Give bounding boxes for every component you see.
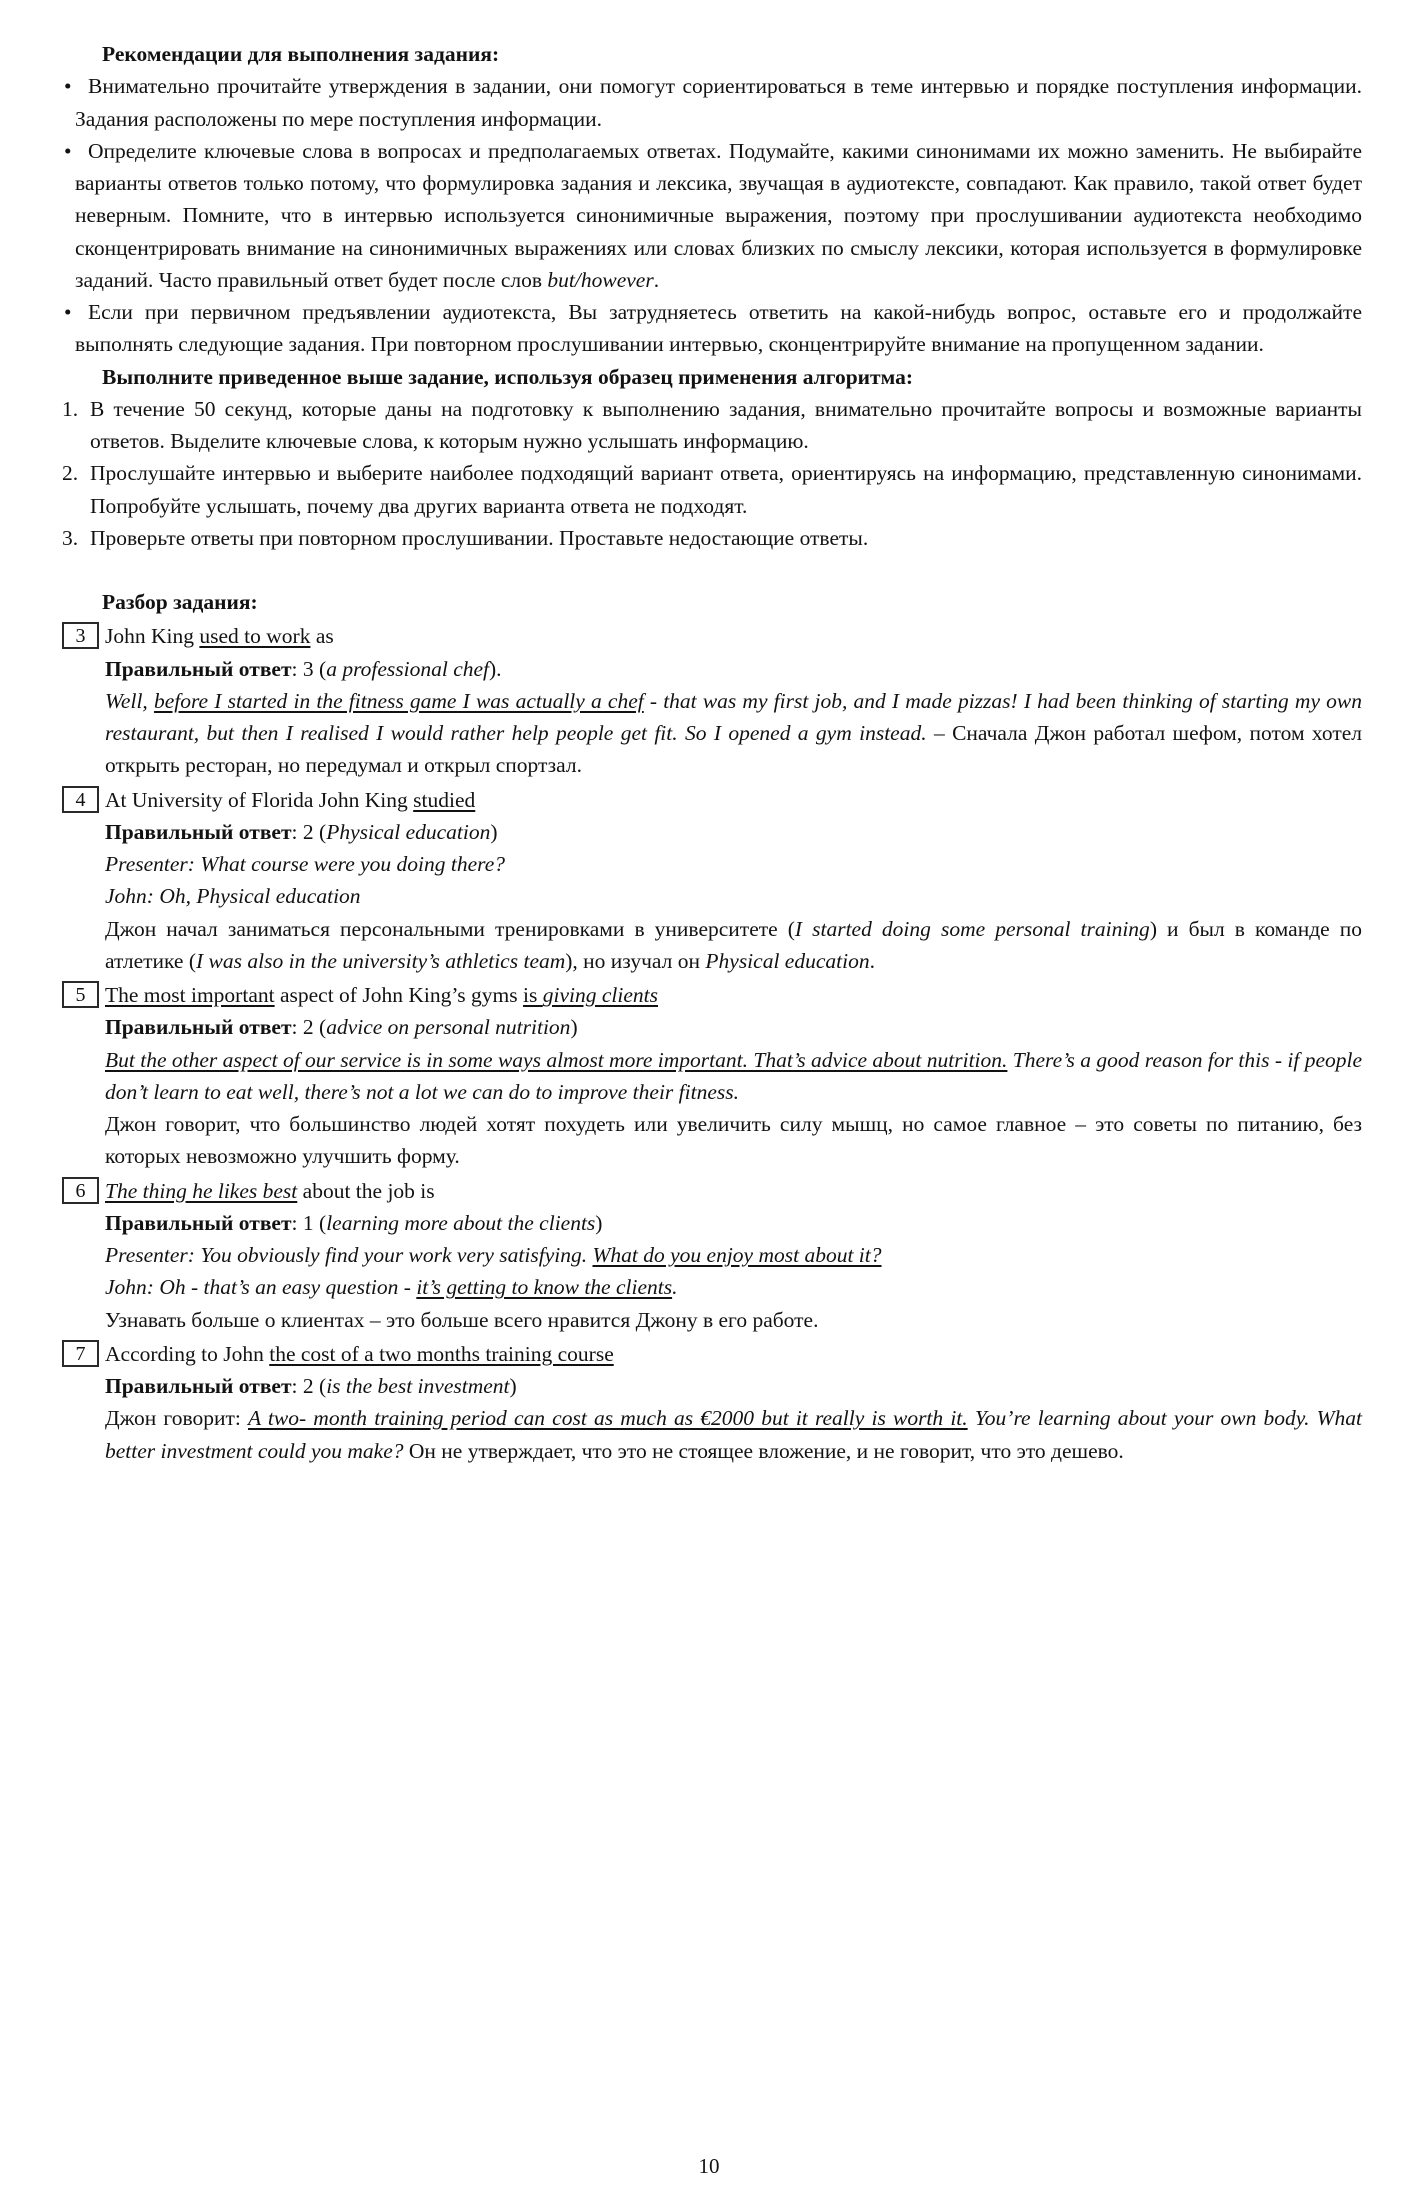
text-run: The most important	[105, 983, 275, 1007]
text-run: )	[509, 1374, 517, 1398]
text-run: studied	[413, 787, 476, 812]
text-run: John King	[105, 624, 200, 649]
text-run: : 3 (	[291, 656, 327, 681]
list-marker: 3.	[62, 525, 79, 550]
text-run: Он не утверждает, что это не стоящее вложение, и не говорит, что это дешево.	[403, 1438, 1124, 1463]
section-title-algorithm	[62, 361, 1362, 393]
task-3-answer	[62, 653, 1362, 685]
section-title-analysis	[62, 586, 1362, 618]
task-5-explanation	[62, 1108, 1362, 1173]
text-run: before I started in the fitness game I was actually a chef	[153, 688, 644, 713]
task-3-explanation	[62, 685, 1362, 782]
task-5-quote	[62, 1044, 1362, 1109]
text-run: – Сначала Джон работал шефом, потом хотел открыть ресторан, но передумал и открыл спортзал.	[105, 721, 1362, 778]
text-run: )	[490, 819, 498, 844]
text-run: I was also in the university’s athletics team	[196, 948, 566, 973]
text-run: )	[570, 1015, 578, 1040]
list-marker: •	[64, 74, 72, 99]
document-content	[62, 38, 1362, 1467]
text-run: Проверьте ответы при повторном прослушивании. Проставьте недостающие ответы.	[90, 525, 869, 550]
text-run: is	[523, 983, 543, 1007]
recommendation-item	[62, 296, 1362, 361]
text-run: Разбор задания:	[102, 590, 258, 614]
text-run: Правильный ответ	[105, 819, 292, 844]
text-run: Выполните приведенное выше задание, используя образец применения алгоритма:	[102, 364, 914, 389]
text-run: .	[653, 267, 660, 292]
text-run: : 1 (	[291, 1210, 327, 1235]
text-run: Рекомендации для выполнения задания:	[102, 42, 500, 66]
text-run: Presenter: What course were you doing there?	[105, 852, 506, 876]
text-run: is the best investment	[326, 1374, 510, 1398]
text-run: В течение 50 секунд, которые даны на подготовку к выполнению задания, внимательно прочитайте вопросы и возможные варианты ответов. Выделите ключевые слова, к которым нужно услышать информацию.	[90, 396, 1362, 453]
section-title-recommendations	[62, 38, 1362, 70]
list-marker: 1.	[62, 396, 79, 421]
text-run: aspect of John King’s gyms	[274, 983, 524, 1007]
text-run: about the job is	[297, 1178, 435, 1203]
list-marker: •	[64, 138, 72, 163]
algorithm-step	[62, 522, 1362, 554]
text-run: John: Oh, Physical education	[105, 884, 361, 909]
text-run: a professional chef	[326, 656, 490, 681]
text-run: the cost of a two months training course	[269, 1341, 614, 1366]
text-run: A two- month training period can cost as much as €2000 but it really is worth it.	[248, 1406, 968, 1431]
text-run: learning more about the clients	[326, 1210, 596, 1235]
page-number: 10	[698, 2154, 720, 2178]
text-run: giving clients	[542, 983, 658, 1007]
text-run: advice on personal nutrition	[326, 1015, 571, 1040]
task-6-quote-presenter	[62, 1239, 1362, 1271]
text-run: I started doing some personal training	[794, 916, 1150, 941]
text-run: Если при первичном предъявлении аудиотекста, Вы затрудняетесь ответить на какой-нибудь вопрос, оставьте его и продолжайте выполнять следующие задания. При повторном прослушивании интервью, сконцентрируйте внимание на пропущенном задании.	[75, 300, 1362, 357]
text-run: Presenter: You obviously find your work very satisfying.	[105, 1243, 593, 1267]
text-run: Правильный ответ	[105, 656, 292, 681]
text-run: ).	[489, 656, 502, 681]
text-run: Прослушайте интервью и выберите наиболее подходящий вариант ответа, ориентируясь на информацию, представленную синонимами. Попробуйте услышать, почему два других варианта ответа не подходят.	[90, 461, 1362, 518]
task-4-answer	[62, 816, 1362, 848]
text-run: Внимательно прочитайте утверждения в задании, они помогут сориентироваться в теме интервью и порядке поступления информации. Задания расположены по мере поступления информации.	[75, 74, 1362, 131]
text-run: : 2 (	[291, 819, 327, 844]
text-run: Well,	[105, 688, 154, 713]
task-6-title	[62, 1175, 1362, 1207]
text-run: What do you enjoy most about it?	[592, 1243, 882, 1267]
text-run: - that was my first job, and I made pizzas! I had been thinking of starting my own restaurant, but then I realised I would rather help people get fit. So I opened a gym instead.	[105, 688, 1362, 745]
task-6-answer	[62, 1207, 1362, 1239]
text-run: .	[869, 948, 875, 973]
text-run: Определите ключевые слова в вопросах и предполагаемых ответах. Подумайте, какими синонимами их можно заменить. Не выбирайте варианты ответов только потому, что формулировка задания и лексика, звучащая в аудиотексте, совпадают. Как правило, такой ответ будет неверным. Помните, что в интервью используется синонимичные выражения, поэтому при прослушивании аудиотекста необходимо сконцентрировать внимание на синонимичных выражениях или словах близких по смыслу лексики, которая используется в формулировке заданий. Часто правильный ответ будет после слов	[75, 138, 1362, 292]
algorithm-step	[62, 457, 1362, 522]
text-run: Джон говорит, что большинство людей хотят похудеть или увеличить силу мышц, но самое главное – это советы по питанию, без которых невозможно улучшить форму.	[105, 1112, 1362, 1169]
task-4-quote-presenter	[62, 848, 1362, 880]
text-run: Правильный ответ	[105, 1210, 292, 1235]
text-run: You’re learning about your own body. What better investment could you make?	[105, 1406, 1363, 1463]
task-6-explanation	[62, 1304, 1362, 1336]
text-run: Physical education	[705, 948, 870, 973]
text-run: as	[310, 624, 334, 649]
text-run: : 2 (	[291, 1374, 327, 1398]
task-number-box: 6	[62, 1177, 99, 1204]
task-3-title	[62, 620, 1362, 652]
text-run: Правильный ответ	[105, 1015, 292, 1040]
task-5-answer	[62, 1011, 1362, 1043]
text-run: But the other aspect of our service is in some ways almost more important. That’s advice about nutrition.	[105, 1047, 1008, 1072]
text-run: The thing he likes best	[105, 1178, 298, 1203]
text-run: )	[595, 1210, 603, 1235]
text-run: used to work	[199, 624, 311, 649]
task-7-title	[62, 1338, 1362, 1370]
algorithm-step	[62, 393, 1362, 458]
task-5-title	[62, 979, 1362, 1011]
text-run: ), но изучал он	[565, 948, 706, 973]
task-6-quote-john	[62, 1271, 1362, 1303]
task-4-quote-john	[62, 880, 1362, 912]
task-4-title	[62, 784, 1362, 816]
text-run: Physical education	[326, 819, 491, 844]
recommendation-item	[62, 135, 1362, 296]
list-marker: 2.	[62, 461, 79, 486]
task-number-box: 7	[62, 1340, 99, 1367]
text-run: Узнавать больше о клиентах – это больше всего нравится Джону в его работе.	[105, 1307, 819, 1332]
text-run: Джон говорит:	[105, 1406, 248, 1431]
text-run: : 2 (	[291, 1015, 327, 1040]
text-run: According to John	[105, 1341, 270, 1366]
task-7-explanation	[62, 1402, 1362, 1467]
text-run: Джон начал заниматься персональными тренировками в университете (	[105, 916, 795, 941]
text-run: .	[672, 1275, 678, 1300]
task-number-box: 5	[62, 981, 99, 1008]
text-run: John: Oh - that’s an easy question -	[105, 1275, 417, 1300]
recommendation-item	[62, 70, 1362, 135]
task-number-box: 4	[62, 786, 99, 813]
text-run: Правильный ответ	[105, 1374, 292, 1398]
task-4-explanation	[62, 913, 1362, 978]
list-marker: •	[64, 300, 72, 324]
task-number-box: 3	[62, 622, 99, 649]
text-run: but/however	[547, 267, 654, 292]
text-run: There’s a good reason for this - if people don’t learn to eat well, there’s not a lot we can do to improve their fitness.	[105, 1047, 1362, 1104]
text-run: At University of Florida John King	[105, 787, 414, 812]
text-run: it’s getting to know the clients	[416, 1275, 673, 1300]
text-run: ) и был в команде по атлетике (	[105, 916, 1362, 973]
task-7-answer	[62, 1370, 1362, 1402]
